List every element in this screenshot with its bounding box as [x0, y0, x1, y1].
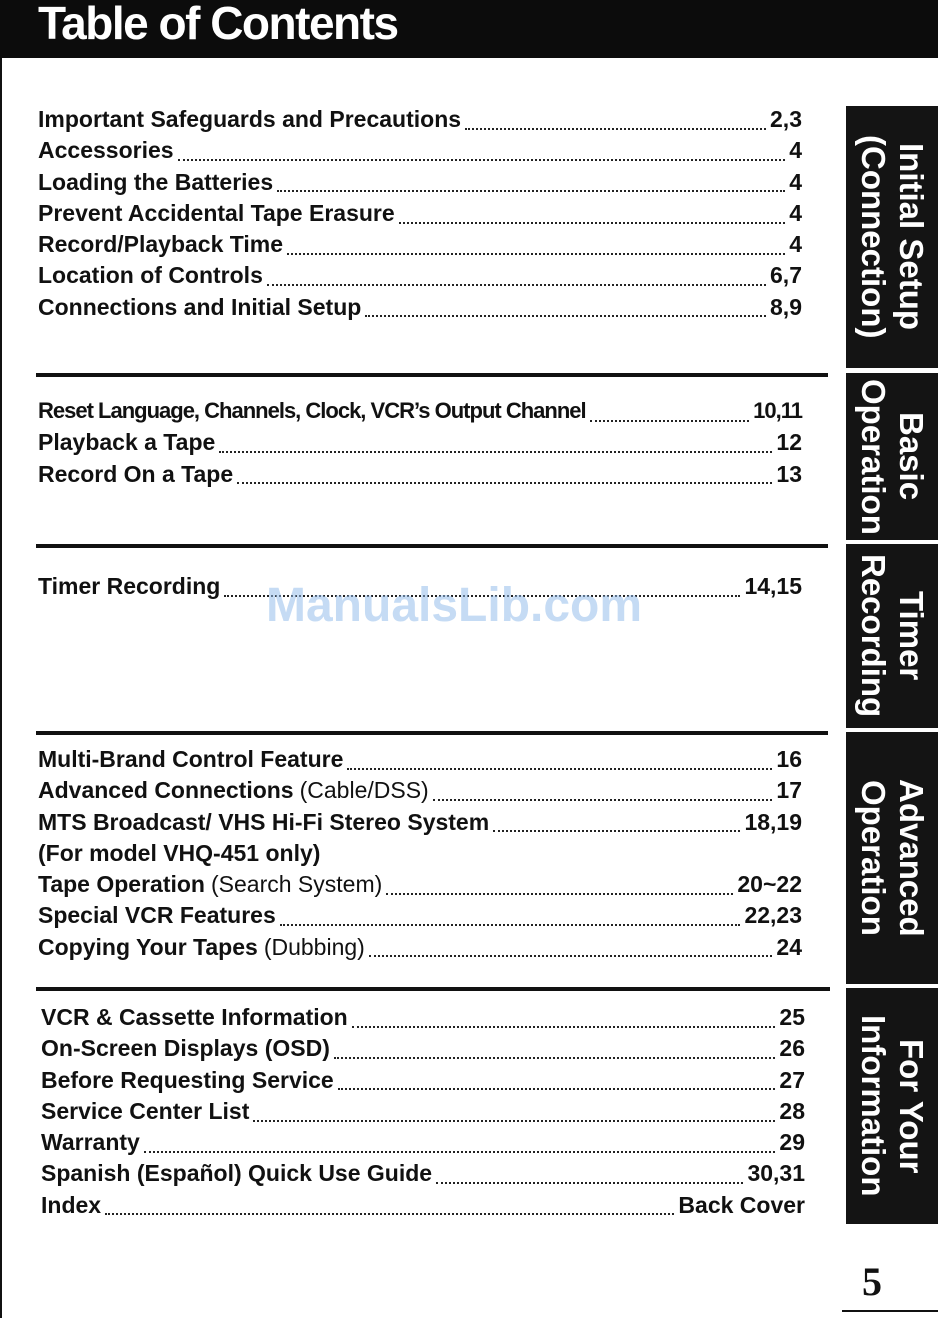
dot-leader	[347, 768, 772, 770]
dot-leader	[590, 420, 750, 422]
dot-leader	[386, 893, 733, 895]
toc-section-basic-operation	[38, 398, 802, 492]
toc-entry-page: 29	[779, 1129, 805, 1156]
dot-leader	[436, 1182, 743, 1184]
toc-entry-page: 14,15	[744, 573, 802, 599]
toc-entry-page: 6,7	[770, 262, 802, 289]
toc-entry-note: (Cable/DSS)	[299, 777, 429, 804]
toc-entry-title: Record On a Tape	[38, 460, 234, 487]
toc-entry-page: Back Cover	[678, 1191, 805, 1218]
tab-label: Timer Recording	[855, 554, 930, 718]
toc-entry-note: (Search System)	[211, 871, 383, 898]
dot-leader	[334, 1057, 776, 1059]
toc-entry-title: Prevent Accidental Tape Erasure	[38, 199, 395, 226]
tab-timer-recording[interactable]	[846, 544, 938, 728]
dot-leader	[267, 284, 766, 286]
toc-entry-page: 22,23	[744, 902, 802, 929]
section-divider	[36, 373, 828, 377]
toc-entry-title: Before Requesting Service	[41, 1066, 334, 1093]
tab-for-your-information[interactable]	[846, 988, 938, 1224]
section-divider	[36, 987, 830, 991]
dot-leader	[433, 799, 773, 801]
toc-entry[interactable]	[38, 200, 802, 231]
left-border	[0, 58, 2, 1318]
toc-entry-page: 27	[779, 1066, 805, 1093]
toc-section-for-your-information	[41, 1004, 805, 1223]
toc-entry[interactable]	[41, 1004, 805, 1035]
dot-leader	[237, 482, 772, 484]
tab-basic-operation[interactable]	[846, 373, 938, 540]
tab-label: For Your Information	[855, 1015, 930, 1197]
toc-entry[interactable]	[38, 809, 802, 840]
toc-entry-title: On-Screen Displays (OSD)	[41, 1035, 330, 1062]
toc-entry-page: 30,31	[747, 1160, 805, 1187]
toc-entry-title: Special VCR Features	[38, 902, 276, 929]
toc-entry[interactable]	[38, 137, 802, 168]
toc-entry-page: 24	[776, 933, 802, 960]
dot-leader	[399, 222, 786, 224]
toc-entry-title: Service Center List	[41, 1097, 250, 1124]
dot-leader	[338, 1088, 776, 1090]
tab-initial-setup[interactable]	[846, 106, 938, 368]
toc-entry-title: Warranty	[41, 1129, 140, 1156]
tab-label: Basic Operation	[855, 378, 930, 535]
header-bar	[0, 0, 938, 58]
toc-entry-title: Advanced Connections	[38, 777, 294, 804]
toc-entry[interactable]	[38, 231, 802, 262]
toc-entry-title: Location of Controls	[38, 262, 263, 289]
toc-section-initial-setup	[38, 106, 802, 325]
toc-entry-page: 8,9	[770, 293, 802, 320]
toc-entry-page: 17	[776, 777, 802, 804]
toc-entry-title: Accessories	[38, 137, 174, 164]
dot-leader	[105, 1213, 674, 1215]
dot-leader	[287, 253, 785, 255]
toc-section-advanced-operation	[38, 746, 802, 965]
toc-entry-page: 28	[779, 1097, 805, 1124]
dot-leader	[178, 159, 786, 161]
toc-entry-page: 13	[776, 460, 802, 487]
dot-leader	[219, 451, 772, 453]
dot-leader	[280, 924, 741, 926]
toc-entry-page: 4	[789, 199, 802, 226]
tab-label: Advanced Operation	[855, 779, 930, 937]
toc-entry[interactable]	[38, 106, 802, 137]
toc-entry[interactable]	[38, 746, 802, 777]
toc-entry-page: 16	[776, 746, 802, 772]
tab-label: Initial Setup (Connection)	[855, 135, 930, 339]
dot-leader	[493, 830, 740, 832]
toc-entry-title: Loading the Batteries	[38, 168, 274, 195]
toc-entry-title: Timer Recording	[38, 573, 221, 599]
toc-entry-title: Playback a Tape	[38, 429, 216, 456]
toc-entry-note: (Dubbing)	[263, 933, 365, 960]
toc-entry-page: 4	[789, 168, 802, 195]
toc-entry-title: Record/Playback Time	[38, 231, 284, 258]
toc-entry[interactable]	[41, 1098, 805, 1129]
toc-entry-page: 20~22	[737, 871, 802, 898]
toc-entry-title: Multi-Brand Control Feature	[38, 746, 344, 772]
toc-entry[interactable]	[38, 398, 802, 429]
dot-leader	[253, 1120, 775, 1122]
toc-entry-page: 25	[779, 1004, 805, 1030]
toc-entry-page: 2,3	[770, 106, 802, 132]
toc-entry-page: 10,11	[753, 398, 802, 423]
toc-entry[interactable]	[38, 777, 802, 808]
toc-entry-title: Spanish (Español) Quick Use Guide	[41, 1160, 433, 1187]
toc-entry-title: Copying Your Tapes	[38, 933, 258, 960]
model-note: (For model VHQ-451 only)	[38, 839, 321, 866]
toc-entry-title: Index	[41, 1191, 102, 1218]
toc-entry-page: 12	[776, 429, 802, 456]
dot-leader	[465, 128, 766, 130]
footer-rule	[842, 1310, 938, 1312]
dot-leader	[277, 190, 785, 192]
toc-entry[interactable]	[41, 1129, 805, 1160]
toc-entry[interactable]	[41, 1035, 805, 1066]
dot-leader	[144, 1151, 776, 1153]
toc-entry[interactable]	[38, 429, 802, 460]
toc-entry-title: Connections and Initial Setup	[38, 293, 362, 320]
toc-entry-title: Tape Operation	[38, 871, 205, 898]
section-divider	[36, 544, 828, 548]
toc-entry[interactable]	[38, 461, 802, 492]
toc-entry[interactable]	[41, 1192, 805, 1223]
dot-leader	[352, 1026, 776, 1028]
tab-advanced-operation[interactable]	[846, 732, 938, 984]
toc-entry[interactable]	[38, 169, 802, 200]
dot-leader	[369, 955, 773, 957]
dot-leader	[365, 315, 766, 317]
toc-entry-title: VCR & Cassette Information	[41, 1004, 348, 1030]
toc-entry[interactable]	[38, 902, 802, 933]
page-title: Table of Contents	[38, 0, 398, 49]
toc-entry[interactable]	[38, 934, 802, 965]
page-number: 5	[862, 1259, 882, 1304]
toc-entry-page: 18,19	[744, 808, 802, 835]
toc-entry[interactable]	[38, 871, 802, 902]
toc-entry-title: MTS Broadcast/ VHS Hi-Fi Stereo System	[38, 808, 490, 835]
toc-entry-page: 4	[789, 231, 802, 258]
toc-entry-title: Important Safeguards and Precautions	[38, 106, 462, 132]
toc-entry[interactable]	[41, 1160, 805, 1191]
toc-entry-page: 26	[779, 1035, 805, 1062]
toc-entry-title: Reset Language, Channels, Clock, VCR’s Output Channel	[38, 398, 586, 423]
toc-entry[interactable]	[38, 294, 802, 325]
toc-entry-page: 4	[789, 137, 802, 164]
section-divider	[36, 731, 828, 735]
toc-entry[interactable]	[41, 1067, 805, 1098]
toc-entry[interactable]	[38, 262, 802, 293]
watermark: ManualsLib.com	[266, 579, 643, 632]
